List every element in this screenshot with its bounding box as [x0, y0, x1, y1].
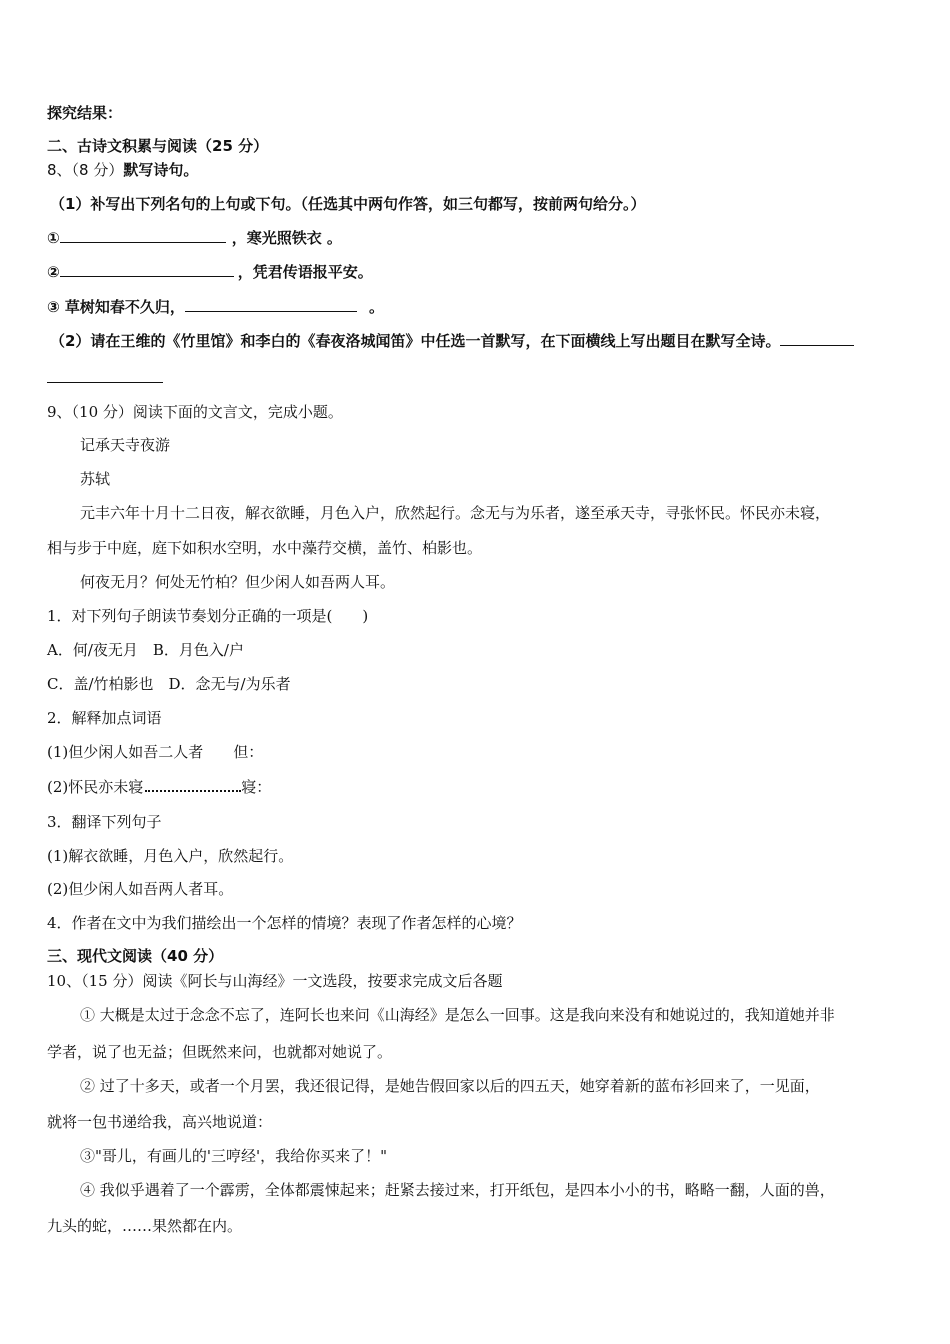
q8-item3-suffix: 。 — [368, 298, 384, 316]
q9-trans2: (2)但少闲人如吾两人者耳。 — [47, 880, 234, 898]
q9-sub3: 3．翻译下列句子 — [47, 813, 162, 831]
q8-item2-marker: ② — [47, 263, 60, 281]
q8-part2-blank[interactable] — [780, 331, 854, 346]
q9-intro: 9、（10 分）阅读下面的文言文，完成小题。 — [47, 403, 343, 421]
section2-header: 二、古诗文积累与阅读（25 分） — [47, 137, 269, 155]
q8-points: （8 分） — [71, 161, 124, 179]
q8-item2 — [47, 262, 373, 282]
q9-para1-line2: 相与步于中庭，庭下如积水空明，水中藻荇交横，盖竹、柏影也。 — [47, 539, 483, 557]
q8-part2-text: （2）请在王维的《竹里馆》和李白的《春夜洛城闻笛》中任选一首默写，在下面横线上写出题目在默写全诗。 — [50, 332, 781, 350]
q8-heading — [47, 160, 198, 180]
q8-instruction: 默写诗句。 — [123, 161, 199, 179]
q9-sub2: 2．解释加点词语 — [47, 709, 162, 727]
q9-options-cd: C．盖/竹柏影也 D．念无与/为乐者 — [47, 675, 291, 693]
emphasis-dots — [145, 778, 241, 792]
q8-item3-prefix: ③ 草树知春不久归， — [47, 298, 185, 316]
q8-part1: （1）补写出下列名句的上句或下句。（任选其中两句作答，如三句都写，按前两句给分。） — [50, 195, 646, 213]
q8-item2-text: ，凭君传语报平安。 — [237, 263, 373, 281]
q10-p2-line1: ② 过了十多天，或者一个月罢，我还很记得，是她告假回家以后的四五天，她穿着新的蓝布衫回来了，一见面， — [80, 1077, 820, 1095]
q9-options-ab: A．何/夜无月 B．月色入/户 — [47, 641, 244, 659]
q9-word2-label: 寝： — [241, 778, 272, 796]
q9-sub1: 1．对下列句子朗读节奏划分正确的一项是( ) — [47, 607, 369, 625]
q10-intro: 10、（15 分）阅读《阿长与山海经》一文选段，按要求完成文后各题 — [47, 972, 503, 990]
q9-word1: (1)但少闲人如吾二人者 但： — [47, 743, 264, 761]
q10-p1-line2: 学者，说了也无益；但既然来问，也就都对她说了。 — [47, 1043, 393, 1061]
q9-para1-line1: 元丰六年十月十二日夜，解衣欲睡，月色入户，欣然起行。念无与为乐者，遂至承天寺，寻张怀民。怀民亦未寝， — [80, 504, 831, 522]
q8-part2 — [50, 331, 854, 351]
q10-p4-line2: 九头的蛇，……果然都在内。 — [47, 1217, 243, 1235]
q9-title: 记承天寺夜游 — [80, 436, 171, 454]
q8-item1-blank[interactable] — [60, 228, 226, 243]
result-label: 探究结果： — [47, 104, 123, 122]
q8-item1-text: ，寒光照铁衣 。 — [231, 229, 342, 247]
q8-item2-blank[interactable] — [60, 262, 234, 277]
q8-number: 8、 — [47, 161, 72, 179]
q8-item1 — [47, 228, 342, 248]
q9-word2-text: (2)怀民亦未寝 — [47, 778, 144, 796]
q8-item3 — [47, 297, 384, 317]
q10-p4-line1: ④ 我似乎遇着了一个霹雳，全体都震悚起来；赶紧去接过来，打开纸包，是四本小小的书，略略一翻，人面的兽， — [80, 1181, 835, 1199]
section3-header: 三、现代文阅读（40 分） — [47, 947, 224, 965]
q8-item3-blank[interactable] — [185, 297, 357, 312]
q9-trans1: (1)解衣欲睡，月色入户，欣然起行。 — [47, 847, 294, 865]
q9-author: 苏轼 — [80, 470, 111, 488]
q9-para2: 何夜无月？何处无竹柏？但少闲人如吾两人耳。 — [80, 573, 396, 591]
q10-p2-line2: 就将一包书递给我，高兴地说道： — [47, 1113, 273, 1131]
q10-p1-line1: ① 大概是太过于念念不忘了，连阿长也来问《山海经》是怎么一回事。这是我向来没有和她说过的，我知道她并非 — [80, 1006, 835, 1024]
q9-sub4: 4．作者在文中为我们描绘出一个怎样的情境？表现了作者怎样的心境？ — [47, 914, 522, 932]
q8-item1-marker: ① — [47, 229, 60, 247]
q8-part2-blank-continued[interactable] — [47, 368, 163, 383]
q10-p3: ③"哥儿，有画儿的'三哼经'，我给你买来了！" — [80, 1147, 388, 1165]
q9-word2 — [47, 777, 271, 797]
